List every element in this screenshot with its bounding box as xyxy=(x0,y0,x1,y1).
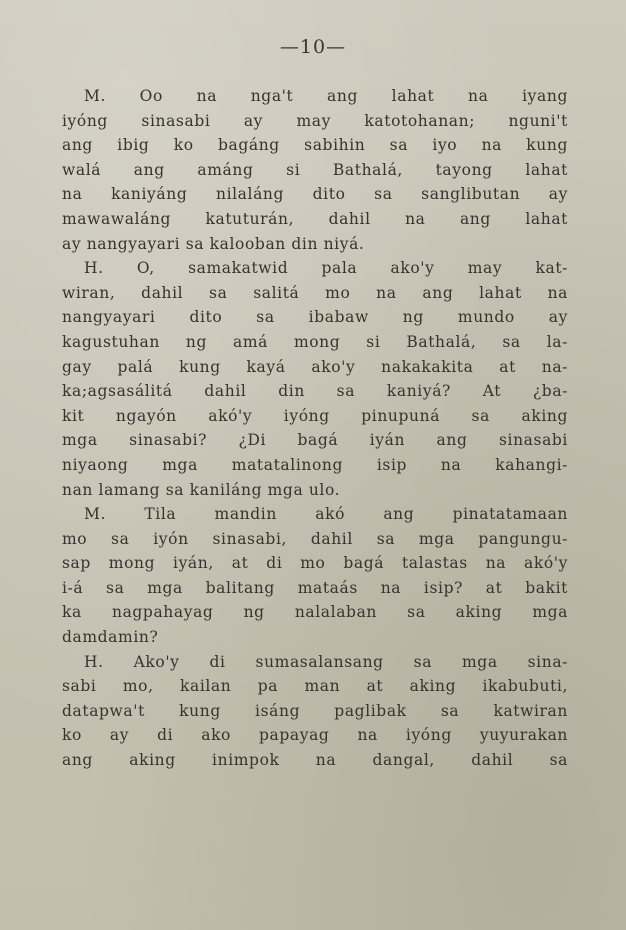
text-line: nangyayari dito sa ibabaw ng mundo ay xyxy=(62,308,568,327)
text-line: niyaong mga matatalinong isip na kahangi- xyxy=(62,455,568,474)
text-line: ang ibig ko bagáng sabihin sa iyo na kung xyxy=(62,136,568,155)
text-line: gay palá kung kayá ako'y nakakakita at na- xyxy=(62,357,568,376)
text-line: ang aking inimpok na dangal, dahil sa xyxy=(62,751,568,770)
page-body-text xyxy=(62,84,568,773)
text-line: sap mong iyán, at di mo bagá talastas na akó'y xyxy=(62,554,568,573)
text-line: i-á sa mga balitang mataás na isip? at bakit xyxy=(62,578,568,597)
text-line: kagustuhan ng amá mong si Bathalá, sa la- xyxy=(62,332,568,351)
text-line: ko ay di ako papayag na iyóng yuyurakan xyxy=(62,726,568,745)
text-line: mawawaláng katuturán, dahil na ang lahat xyxy=(62,209,568,228)
text-line: mga sinasabi? ¿Di bagá iyán ang sinasabi xyxy=(62,431,568,450)
text-line: H. Ako'y di sumasalansang sa mga sina- xyxy=(84,652,568,671)
text-line: iyóng sinasabi ay may katotohanan; nguni't xyxy=(62,111,568,130)
text-line: sabi mo, kailan pa man at aking ikabubuti, xyxy=(62,677,568,696)
text-line: M. Tila mandin akó ang pinatatamaan xyxy=(84,505,568,524)
text-line: na kaniyáng nilaláng dito sa sanglibutan ay xyxy=(62,185,568,204)
page-number: —10— xyxy=(279,36,347,58)
text-line: damdamin? xyxy=(62,628,159,647)
text-line: ka;agsasálitá dahil din sa kaniyá? At ¿ba- xyxy=(62,382,568,401)
text-line: datapwa't kung isáng paglibak sa katwiran xyxy=(62,701,568,720)
text-line: M. Oo na nga't ang lahat na iyang xyxy=(84,87,568,105)
text-line: wiran, dahil sa salitá mo na ang lahat na xyxy=(62,283,568,302)
text-line: ay nangyayari sa kalooban din niyá. xyxy=(62,234,365,253)
text-line: mo sa iyón sinasabi, dahil sa mga pangungu- xyxy=(62,529,568,548)
text-line: walá ang amáng si Bathalá, tayong lahat xyxy=(62,160,568,179)
text-line: kit ngayón akó'y iyóng pinupuná sa aking xyxy=(62,406,568,425)
text-line: H. O, samakatwid pala ako'y may kat- xyxy=(84,259,568,278)
text-line: nan lamang sa kaniláng mga ulo. xyxy=(62,480,341,499)
text-line: ka nagpahayag ng nalalaban sa aking mga xyxy=(62,603,568,622)
